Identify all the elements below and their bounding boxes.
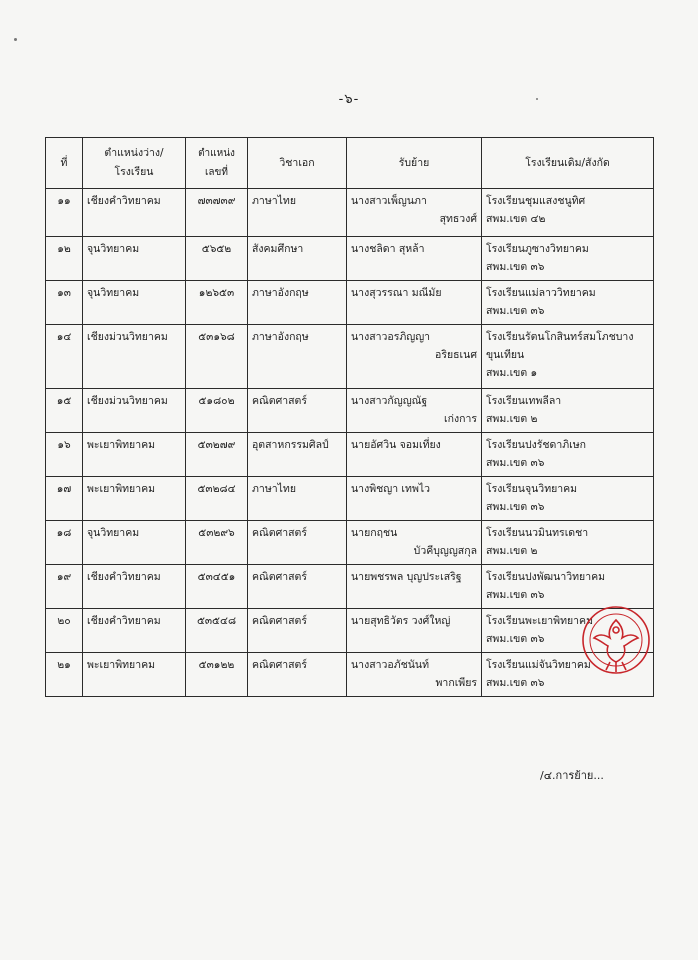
row-major: คณิตศาสตร์ <box>248 609 347 653</box>
origin-line: สพม.เขต ๓๖ <box>486 633 545 645</box>
header-origin: โรงเรียนเดิม/สังกัด <box>482 138 654 189</box>
row-origin <box>482 389 654 433</box>
row-position-id: ๕๓๕๔๘ <box>186 609 248 653</box>
row-position-id: ๕๓๔๕๑ <box>186 565 248 609</box>
row-school: เชียงคำวิทยาคม <box>83 189 186 237</box>
row-number: ๒๐ <box>46 609 83 653</box>
table-header-row <box>46 138 654 189</box>
row-number: ๑๑ <box>46 189 83 237</box>
origin-line: โรงเรียนภูซางวิทยาคม <box>486 243 589 255</box>
header-position-id: ตำแหน่ง เลขที่ <box>186 138 248 189</box>
row-major: ภาษาไทย <box>248 189 347 237</box>
row-number: ๑๕ <box>46 389 83 433</box>
origin-line: โรงเรียนรัตนโกสินทร์สมโภชบาง <box>486 331 634 343</box>
origin-line: สพม.เขต ๔๒ <box>486 213 546 225</box>
row-number: ๒๑ <box>46 653 83 697</box>
origin-line: สพม.เขต ๓๖ <box>486 457 545 469</box>
header-position: ตำแหน่งว่าง/ โรงเรียน <box>83 138 186 189</box>
row-transferee <box>347 325 482 389</box>
transferee-name: นายสุทธิวัตร วงศ์ใหญ่ <box>351 615 451 627</box>
origin-line: สพม.เขต ๒ <box>486 413 538 425</box>
transferee-surname: อริยธเนศ <box>435 349 477 361</box>
origin-line: โรงเรียนจุนวิทยาคม <box>486 483 578 495</box>
transferee-name: นายพชรพล บุญประเสริฐ <box>351 571 462 583</box>
row-number: ๑๘ <box>46 521 83 565</box>
table-row <box>46 389 654 433</box>
origin-line: สพม.เขต ๓๖ <box>486 501 545 513</box>
row-number: ๑๗ <box>46 477 83 521</box>
transferee-surname: บัวคีบุญญสกุล <box>413 545 477 557</box>
row-origin <box>482 189 654 237</box>
row-origin <box>482 237 654 281</box>
row-position-id: ๕๖๕๒ <box>186 237 248 281</box>
row-origin <box>482 325 654 389</box>
row-position-id: ๕๓๑๒๒ <box>186 653 248 697</box>
origin-line: โรงเรียนนวมินทรเดชา <box>486 527 589 539</box>
row-origin <box>482 281 654 325</box>
row-transferee <box>347 477 482 521</box>
row-school: พะเยาพิทยาคม <box>83 653 186 697</box>
origin-line: โรงเรียนปงพัฒนาวิทยาคม <box>486 571 606 583</box>
row-origin <box>482 477 654 521</box>
row-school: เชียงม่วนวิทยาคม <box>83 389 186 433</box>
continuation-note: /๔.การย้าย... <box>540 769 604 782</box>
row-number: ๑๔ <box>46 325 83 389</box>
row-position-id: ๕๓๒๘๔ <box>186 477 248 521</box>
row-position-id: ๕๓๒๙๖ <box>186 521 248 565</box>
transferee-name: นางสาวเพ็ญนภา <box>351 195 427 207</box>
row-major: คณิตศาสตร์ <box>248 389 347 433</box>
table-row <box>46 281 654 325</box>
table-row <box>46 237 654 281</box>
row-number: ๑๖ <box>46 433 83 477</box>
header-major: วิชาเอก <box>248 138 347 189</box>
row-major: ภาษาอังกฤษ <box>248 325 347 389</box>
origin-line: โรงเรียนแม่ลาววิทยาคม <box>486 287 596 299</box>
row-major: คณิตศาสตร์ <box>248 521 347 565</box>
row-position-id: ๑๒๖๕๓ <box>186 281 248 325</box>
table-row <box>46 433 654 477</box>
row-transferee <box>347 653 482 697</box>
transferee-name: นางชลิดา สุหล้า <box>351 243 425 255</box>
transferee-name: นางสาวกัญญณัฐ <box>351 395 428 407</box>
table-row <box>46 521 654 565</box>
row-transferee <box>347 281 482 325</box>
table-row <box>46 565 654 609</box>
origin-line: โรงเรียนชุมแสงชนูทิศ <box>486 195 586 207</box>
row-position-id: ๕๓๒๗๙ <box>186 433 248 477</box>
origin-line: สพม.เขต ๒ <box>486 545 538 557</box>
origin-line: โรงเรียนพะเยาพิทยาคม <box>486 615 593 627</box>
origin-line: สพม.เขต ๓๖ <box>486 305 545 317</box>
row-origin <box>482 433 654 477</box>
row-number: ๑๓ <box>46 281 83 325</box>
row-position-id: ๕๓๑๖๘ <box>186 325 248 389</box>
header-transferee: รับย้าย <box>347 138 482 189</box>
row-major: คณิตศาสตร์ <box>248 653 347 697</box>
row-transferee <box>347 609 482 653</box>
origin-line: สพม.เขต ๑ <box>486 367 538 379</box>
table-row <box>46 189 654 237</box>
row-position-id: ๗๓๗๓๙ <box>186 189 248 237</box>
row-transferee <box>347 237 482 281</box>
row-school: เชียงคำวิทยาคม <box>83 565 186 609</box>
row-major: สังคมศึกษา <box>248 237 347 281</box>
origin-line: โรงเรียนเทพลีลา <box>486 395 562 407</box>
transferee-name: นางสาวอรภิญญา <box>351 331 431 343</box>
row-school: จุนวิทยาคม <box>83 521 186 565</box>
row-major: คณิตศาสตร์ <box>248 565 347 609</box>
transferee-surname: พากเพียร <box>435 677 477 689</box>
table-row <box>46 653 654 697</box>
row-major: ภาษาไทย <box>248 477 347 521</box>
row-transferee <box>347 389 482 433</box>
row-number: ๑๒ <box>46 237 83 281</box>
row-major: ภาษาอังกฤษ <box>248 281 347 325</box>
garuda-seal-icon <box>580 600 652 680</box>
origin-line: โรงเรียนปงรัชดาภิเษก <box>486 439 587 451</box>
transferee-name: นายอัศวิน จอมเที่ยง <box>351 439 441 451</box>
row-school: จุนวิทยาคม <box>83 237 186 281</box>
origin-line: สพม.เขต ๓๖ <box>486 261 545 273</box>
origin-line: ขุนเทียน <box>486 349 525 361</box>
row-origin <box>482 521 654 565</box>
row-transferee <box>347 189 482 237</box>
row-major: อุตสาหกรรมศิลป์ <box>248 433 347 477</box>
transferee-surname: สุทธวงศ์ <box>439 213 477 225</box>
row-transferee <box>347 565 482 609</box>
row-position-id: ๕๑๘๐๒ <box>186 389 248 433</box>
transferee-name: นางสุวรรณา มณีมัย <box>351 287 442 299</box>
row-transferee <box>347 433 482 477</box>
scan-speck <box>14 38 17 41</box>
transferee-name: นางสาวอภัชนันท์ <box>351 659 430 671</box>
row-transferee <box>347 521 482 565</box>
table-row <box>46 609 654 653</box>
row-school: เชียงม่วนวิทยาคม <box>83 325 186 389</box>
page-number: -๖- <box>338 92 360 107</box>
header-no: ที่ <box>46 138 83 189</box>
table-row <box>46 477 654 521</box>
transferee-surname: เก่งการ <box>444 413 477 425</box>
origin-line: สพม.เขต ๓๖ <box>486 677 545 689</box>
transferee-name: นายกฤชน <box>351 527 398 539</box>
transferee-name: นางพิชญา เทพไว <box>351 483 431 495</box>
transfer-table <box>45 137 654 697</box>
row-school: พะเยาพิทยาคม <box>83 433 186 477</box>
row-school: จุนวิทยาคม <box>83 281 186 325</box>
origin-line: โรงเรียนแม่จันวิทยาคม <box>486 659 591 671</box>
table-row <box>46 325 654 389</box>
row-number: ๑๙ <box>46 565 83 609</box>
row-school: พะเยาพิทยาคม <box>83 477 186 521</box>
origin-line: สพม.เขต ๓๖ <box>486 589 545 601</box>
row-school: เชียงคำวิทยาคม <box>83 609 186 653</box>
